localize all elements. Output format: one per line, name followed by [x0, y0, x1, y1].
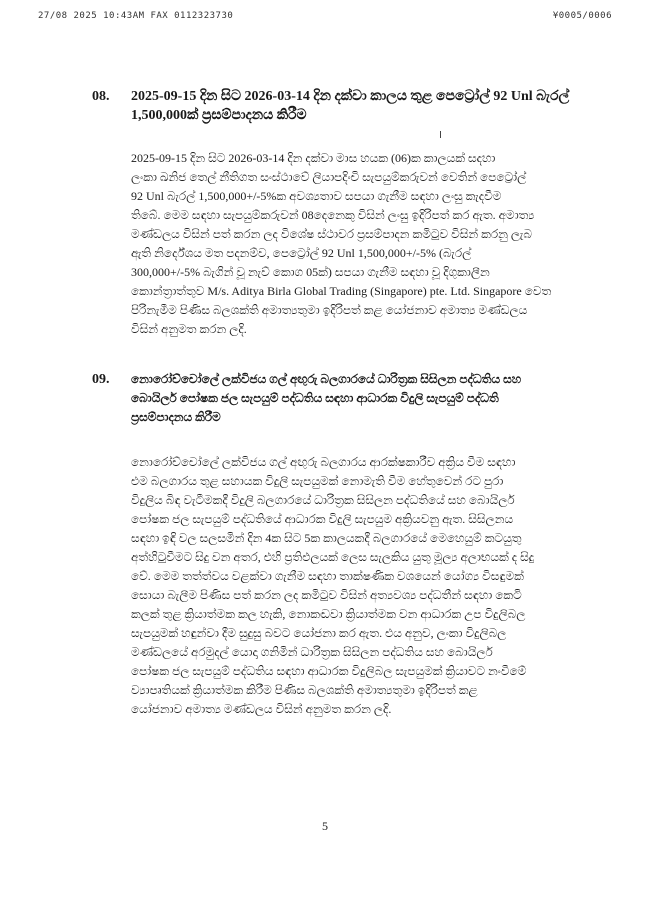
- section-08-body-line: කොන්ත්‍රාත්තුව M/s. Aditya Birla Global Trading (Singapore) pte. Ltd. Singapore වෙත: [131, 284, 552, 298]
- section-08-body-line: මණ්ඩලය විසින් පත් කරන ලද විශේෂ ස්ථාවර ප්‍රසම්පාදන කමිටුව විසින් කරනු ලැබ: [131, 227, 532, 241]
- section-09-title-line: ප්‍රසම්පාදනය කිරීම: [131, 410, 221, 424]
- section-08-body-line: ලංකා ඛනිජ තෙල් නීතිගත සංස්ථාවේ ලියාපදිංචි සැපයුම්කරුවන් වෙතින් පෙට්‍රෝල්: [131, 170, 527, 184]
- section-08-body-line: විසින් අනුමත කරන ලදි.: [131, 322, 247, 336]
- fax-header-right: ¥0005/0006: [552, 11, 612, 21]
- section-09-title-line: නොරෝච්චෝලේ ලක්විජය ගල් අඟුරු බලගාරයේ ධාරිත්‍රක සිසිලන පද්ධතිය සහ: [131, 372, 522, 386]
- section-08-body-line: 300,000+/-5% බැගින් වූ නැව් කොග 05ක්) සපයා ගැනීම සඳහා වූ දිගුකාලීන: [131, 265, 490, 279]
- section-09-body: [131, 453, 583, 719]
- section-09-number: 09.: [92, 372, 110, 387]
- section-08-body-line: 2025-09-15 දින සිට 2026-03-14 දින දක්වා මාස හයක (06)ක කාලයක් සදහා: [131, 151, 496, 165]
- section-08-body-line: ඇති නිර්දේශය මත පදනම්ව, පෙට්‍රෝල් 92 Unl 1,500,000+/-5% (බැරල්: [131, 246, 472, 260]
- section-09-body-line: යෝජනාව අමාත්‍ය මණ්ඩලය විසින් අනුමත කරන ලදි.: [131, 702, 392, 716]
- section-08-body: [131, 149, 583, 339]
- section-09-body-line: වේ. මෙම තත්ත්වය වළක්වා ගැනීම සඳහා තාක්ෂණික වශයෙන් යෝග්‍ය විසඳුමක්: [131, 569, 524, 583]
- section-09-body-line: අත්හිටුවීමට සිදු වන අතර, එහි ප්‍රතිඵලයක් ලෙස සැලකිය යුතු මූල්‍ය අලාභයක් ද සිදු: [131, 550, 535, 564]
- section-09-body-line: විදුලිය බිඳ වැටීමකදී විදුලි බලගාරයේ ධාරිත්‍රක සිසිලන පද්ධතියේ සහ බොයිලර්: [131, 493, 515, 507]
- section-08-number: 08.: [92, 89, 110, 104]
- section-08-title-line: 1,500,000ක් ප්‍රසම්පාදනය කිරීම: [131, 108, 307, 123]
- section-09-body-line: පෝෂක ජල සැපයුම් පද්ධතිය සඳහා ආධාරක විදුලිබල සැපයුමක් ක්‍රියාවට නංවීමේ: [131, 664, 527, 678]
- section-08-title: [131, 87, 583, 125]
- section-08-body-line: තිබේ. මෙම සඳහා සැපයුම්කරුවන් 08දෙනෙකු විසින් ලංසු ඉදිරිපත් කර ඇත. අමාත්‍ය: [131, 208, 535, 222]
- section-09-body-line: කලක් තුළ ක්‍රියාත්මක කල හැකි, නොකඬවා ක්‍රියාත්මක වන ආධාරක උප විදුලිබල: [131, 607, 526, 621]
- section-08-title-line: 2025-09-15 දින සිට 2026-03-14 දින දක්වා කාලය තුළ පෙට්‍රෝල් 92 Unl බැරල්: [131, 89, 570, 104]
- section-09-title-line: බොයිලර් පෝෂක ජල සැපයුම් පද්ධතිය සඳහා ආධාරක විදුලි සැපයුම් පද්ධති: [131, 391, 499, 405]
- section-09-body-line: සැපයුමක් හඳුන්වා දීම සුදුසු බවට යෝජනා කර ඇත. එය අනුව, ලංකා විදුලිබල: [131, 626, 507, 640]
- section-08-body-line: පිරිනැමීම පිණිස බලශක්ති අමාත්‍යතුමා ඉදිරිපත් කළ යෝජනාව අමාත්‍ය මණ්ඩලය: [131, 303, 528, 317]
- section-09-body-line: පෝෂක ජල සැපයුම් පද්ධතියේ ආධාරක විදුලි සැපයුම අක්‍රියවනු ඇත. සිසිලනය: [131, 512, 514, 526]
- page-number: 5: [322, 819, 328, 833]
- fax-header-left: 27/08 2025 10:43AM FAX 0112323730: [38, 11, 234, 21]
- section-09-body-line: මණ්ඩලයේ අරමුදල් යොදා ගනිමින් ධාරිත්‍රක සිසිලන පද්ධතිය සහ බොයිලර්: [131, 645, 493, 659]
- section-09-body-line: එම බලගාරය තුළ සහායක විදුලි සැපයුමක් නොමැති වීම හේතුවෙන් රට පුරා: [131, 474, 504, 488]
- section-09-body-line: සොයා බැලීම පිණිස පත් කරන ලද කමිටුව විසින් අත්‍යවශ්‍ය පද්ධතීන් සඳහා කෙටි: [131, 588, 522, 602]
- stray-mark: [440, 131, 441, 138]
- section-09-body-line: ව්‍යාපෘතියක් ක්‍රියාත්මක කිරීම පිණිස බලශක්ති අමාත්‍යතුමා ඉදිරිපත් කළ: [131, 683, 478, 697]
- section-09-body-line: නොරෝච්චෝලේ ලක්විජය ගල් අඟුරු බලගාරය ආරක්ෂකාරීව අක්‍රිය වීම සඳහා: [131, 455, 516, 469]
- section-09-title: [131, 370, 583, 427]
- section-08-body-line: 92 Unl බැරල් 1,500,000+/-5%ක අවශ්‍යතාව සපයා ගැනීම සඳහා ලංසු කැදවීම: [131, 189, 502, 203]
- section-09-body-line: සඳහා ඉඳි වල සලසමින් දින 4ක සිට 5ක කාලයකදී බලගාරයේ මෙහෙයුම් කටයුතු: [131, 531, 522, 545]
